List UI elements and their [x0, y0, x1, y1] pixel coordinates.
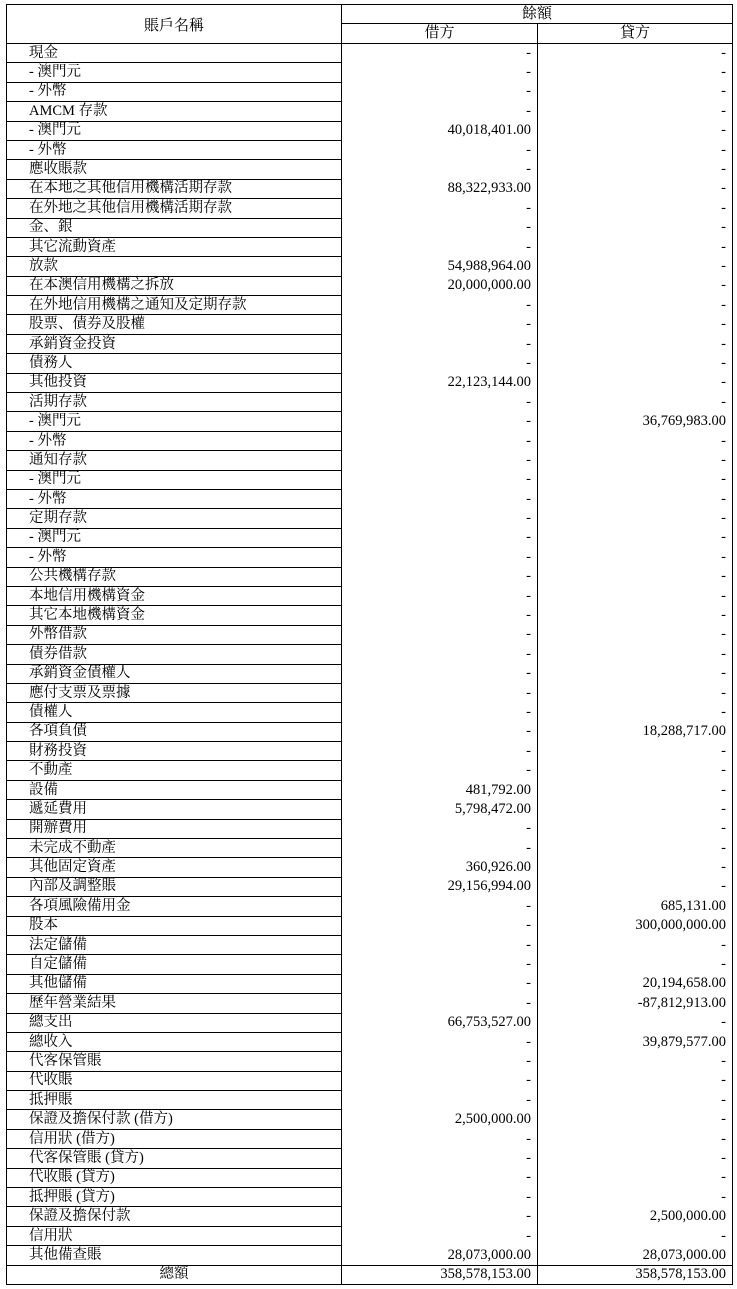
- debit-cell: -: [342, 44, 538, 63]
- debit-cell: -: [342, 315, 538, 334]
- credit-cell: -: [538, 664, 733, 683]
- credit-cell: -: [538, 451, 733, 470]
- credit-cell: -: [538, 393, 733, 412]
- debit-cell: -: [342, 606, 538, 625]
- account-name-cell: 未完成不動產: [7, 839, 342, 858]
- debit-cell: -: [342, 935, 538, 954]
- debit-cell: -: [342, 489, 538, 508]
- credit-cell: -: [538, 276, 733, 295]
- table-row: [7, 528, 733, 547]
- table-row: [7, 1091, 733, 1110]
- total-label-cell: 總額: [7, 1265, 342, 1284]
- table-row: [7, 1188, 733, 1207]
- debit-cell: -: [342, 548, 538, 567]
- debit-cell: -: [342, 974, 538, 993]
- credit-cell: -: [538, 742, 733, 761]
- debit-cell: 29,156,994.00: [342, 877, 538, 896]
- debit-cell: 5,798,472.00: [342, 800, 538, 819]
- account-name-cell: 在本地之其他信用機構活期存款: [7, 179, 342, 198]
- account-name-cell: - 澳門元: [7, 470, 342, 489]
- table-row: [7, 1246, 733, 1265]
- account-name-cell: 股票、債券及股權: [7, 315, 342, 334]
- debit-cell: -: [342, 1071, 538, 1090]
- account-name-cell: 其它本地機構資金: [7, 606, 342, 625]
- debit-cell: -: [342, 664, 538, 683]
- account-name-cell: 各項負債: [7, 722, 342, 741]
- account-name-cell: 代客保管賬 (貸方): [7, 1149, 342, 1168]
- table-row: [7, 470, 733, 489]
- table-row: [7, 1013, 733, 1032]
- account-name-cell: 抵押賬: [7, 1091, 342, 1110]
- account-name-cell: 代客保管賬: [7, 1052, 342, 1071]
- debit-cell: -: [342, 63, 538, 82]
- credit-cell: -: [538, 315, 733, 334]
- debit-cell: -: [342, 412, 538, 431]
- credit-cell: -: [538, 470, 733, 489]
- table-row: [7, 257, 733, 276]
- credit-cell: -: [538, 1226, 733, 1245]
- table-row: [7, 296, 733, 315]
- table-row: [7, 916, 733, 935]
- account-name-cell: 各項風險備用金: [7, 897, 342, 916]
- account-name-cell: 總支出: [7, 1013, 342, 1032]
- debit-cell: -: [342, 955, 538, 974]
- debit-cell: -: [342, 393, 538, 412]
- credit-cell: -: [538, 44, 733, 63]
- debit-cell: -: [342, 897, 538, 916]
- table-row: [7, 742, 733, 761]
- table-row: [7, 994, 733, 1013]
- account-name-cell: 債權人: [7, 703, 342, 722]
- debit-cell: 360,926.00: [342, 858, 538, 877]
- debit-header: 借方: [342, 24, 538, 44]
- credit-cell: -: [538, 877, 733, 896]
- debit-cell: -: [342, 1032, 538, 1051]
- table-row: [7, 625, 733, 644]
- account-name-cell: 遞延費用: [7, 800, 342, 819]
- credit-cell: 39,879,577.00: [538, 1032, 733, 1051]
- account-rows: [7, 44, 733, 1285]
- account-name-cell: 在外地信用機構之通知及定期存款: [7, 296, 342, 315]
- table-row: [7, 354, 733, 373]
- debit-cell: -: [342, 218, 538, 237]
- balance-header: 餘額: [342, 5, 733, 24]
- credit-cell: -: [538, 703, 733, 722]
- table-row: [7, 160, 733, 179]
- credit-cell: -: [538, 237, 733, 256]
- account-name-cell: 外幣借款: [7, 625, 342, 644]
- table-row: [7, 121, 733, 140]
- account-name-cell: 公共機構存款: [7, 567, 342, 586]
- table-row: [7, 489, 733, 508]
- account-name-cell: - 外幣: [7, 140, 342, 159]
- credit-cell: -: [538, 102, 733, 121]
- table-row: [7, 839, 733, 858]
- credit-cell: -: [538, 586, 733, 605]
- debit-cell: -: [342, 839, 538, 858]
- credit-cell: -: [538, 839, 733, 858]
- account-name-cell: 內部及調整賬: [7, 877, 342, 896]
- account-name-cell: 抵押賬 (貸方): [7, 1188, 342, 1207]
- table-row: [7, 102, 733, 121]
- credit-cell: -: [538, 1052, 733, 1071]
- debit-cell: -: [342, 1149, 538, 1168]
- table-row: [7, 82, 733, 101]
- debit-cell: -: [342, 354, 538, 373]
- credit-cell: -: [538, 296, 733, 315]
- debit-cell: -: [342, 102, 538, 121]
- account-name-cell: 定期存款: [7, 509, 342, 528]
- credit-cell: -: [538, 373, 733, 392]
- debit-cell: 2,500,000.00: [342, 1110, 538, 1129]
- table-row: [7, 548, 733, 567]
- credit-cell: -: [538, 1071, 733, 1090]
- debit-cell: -: [342, 199, 538, 218]
- table-row: [7, 974, 733, 993]
- account-name-cell: 在本澳信用機構之拆放: [7, 276, 342, 295]
- credit-cell: -: [538, 1013, 733, 1032]
- credit-cell: -: [538, 1129, 733, 1148]
- debit-cell: -: [342, 645, 538, 664]
- account-name-cell: 債務人: [7, 354, 342, 373]
- table-row: [7, 1168, 733, 1187]
- credit-cell: -: [538, 82, 733, 101]
- debit-cell: -: [342, 683, 538, 702]
- trial-balance-table: [6, 4, 733, 1285]
- credit-cell: -: [538, 761, 733, 780]
- table-row: [7, 761, 733, 780]
- account-name-cell: 其他投資: [7, 373, 342, 392]
- table-row: [7, 955, 733, 974]
- table-row: [7, 645, 733, 664]
- debit-cell: -: [342, 703, 538, 722]
- credit-cell: -: [538, 625, 733, 644]
- table-row: [7, 373, 733, 392]
- credit-cell: -: [538, 819, 733, 838]
- debit-cell: -: [342, 722, 538, 741]
- table-row: [7, 780, 733, 799]
- account-name-cell: 設備: [7, 780, 342, 799]
- table-row: [7, 664, 733, 683]
- account-name-cell: 法定儲備: [7, 935, 342, 954]
- credit-cell: 300,000,000.00: [538, 916, 733, 935]
- credit-cell: -: [538, 1091, 733, 1110]
- table-row: [7, 1052, 733, 1071]
- debit-cell: 54,988,964.00: [342, 257, 538, 276]
- debit-cell: -: [342, 509, 538, 528]
- debit-cell: -: [342, 742, 538, 761]
- account-name-cell: 信用狀: [7, 1226, 342, 1245]
- credit-cell: 20,194,658.00: [538, 974, 733, 993]
- account-name-cell: - 澳門元: [7, 412, 342, 431]
- table-row: [7, 567, 733, 586]
- credit-cell: -: [538, 218, 733, 237]
- credit-cell: -: [538, 955, 733, 974]
- table-row: [7, 315, 733, 334]
- credit-cell: -: [538, 528, 733, 547]
- debit-cell: -: [342, 470, 538, 489]
- account-name-cell: 財務投資: [7, 742, 342, 761]
- table-row: [7, 800, 733, 819]
- table-row: [7, 683, 733, 702]
- credit-cell: -: [538, 935, 733, 954]
- credit-cell: -: [538, 567, 733, 586]
- table-row: [7, 897, 733, 916]
- debit-cell: -: [342, 586, 538, 605]
- credit-cell: -: [538, 140, 733, 159]
- debit-cell: 40,018,401.00: [342, 121, 538, 140]
- debit-cell: 22,123,144.00: [342, 373, 538, 392]
- account-name-cell: 現金: [7, 44, 342, 63]
- account-name-cell: 信用狀 (借方): [7, 1129, 342, 1148]
- debit-cell: -: [342, 160, 538, 179]
- debit-cell: 20,000,000.00: [342, 276, 538, 295]
- table-row: [7, 199, 733, 218]
- debit-cell: 66,753,527.00: [342, 1013, 538, 1032]
- credit-cell: -: [538, 1110, 733, 1129]
- debit-cell: 28,073,000.00: [342, 1246, 538, 1265]
- total-credit-cell: 358,578,153.00: [538, 1265, 733, 1284]
- debit-cell: -: [342, 625, 538, 644]
- credit-cell: -87,812,913.00: [538, 994, 733, 1013]
- debit-cell: 481,792.00: [342, 780, 538, 799]
- credit-cell: -: [538, 1168, 733, 1187]
- table-row: [7, 140, 733, 159]
- credit-cell: -: [538, 548, 733, 567]
- table-row: [7, 237, 733, 256]
- account-name-cell: 總收入: [7, 1032, 342, 1051]
- table-row: [7, 606, 733, 625]
- table-row: [7, 1071, 733, 1090]
- debit-cell: -: [342, 761, 538, 780]
- debit-cell: -: [342, 82, 538, 101]
- total-row: [7, 1265, 733, 1284]
- table-row: [7, 1110, 733, 1129]
- table-row: [7, 1149, 733, 1168]
- table-row: [7, 703, 733, 722]
- table-row: [7, 179, 733, 198]
- account-name-cell: 其他備查賬: [7, 1246, 342, 1265]
- credit-cell: -: [538, 1149, 733, 1168]
- account-name-header: 賬戶名稱: [7, 5, 342, 44]
- account-name-cell: 應付支票及票據: [7, 683, 342, 702]
- account-name-cell: - 澳門元: [7, 528, 342, 547]
- account-name-cell: - 外幣: [7, 548, 342, 567]
- debit-cell: -: [342, 819, 538, 838]
- credit-cell: -: [538, 509, 733, 528]
- table-row: [7, 858, 733, 877]
- credit-cell: -: [538, 334, 733, 353]
- account-name-cell: 代收賬 (貸方): [7, 1168, 342, 1187]
- debit-cell: -: [342, 140, 538, 159]
- credit-cell: -: [538, 1188, 733, 1207]
- debit-cell: -: [342, 1207, 538, 1226]
- credit-cell: -: [538, 199, 733, 218]
- account-name-cell: 開辦費用: [7, 819, 342, 838]
- table-row: [7, 935, 733, 954]
- table-row: [7, 412, 733, 431]
- account-name-cell: 活期存款: [7, 393, 342, 412]
- account-name-cell: 債券借款: [7, 645, 342, 664]
- account-name-cell: - 外幣: [7, 82, 342, 101]
- account-name-cell: 金、銀: [7, 218, 342, 237]
- table-row: [7, 722, 733, 741]
- debit-cell: -: [342, 994, 538, 1013]
- credit-cell: 685,131.00: [538, 897, 733, 916]
- account-name-cell: 其他儲備: [7, 974, 342, 993]
- credit-cell: -: [538, 858, 733, 877]
- credit-header: 貸方: [538, 24, 733, 44]
- credit-cell: -: [538, 257, 733, 276]
- account-name-cell: 保證及擔保付款: [7, 1207, 342, 1226]
- credit-cell: -: [538, 179, 733, 198]
- account-name-cell: 承銷資金債權人: [7, 664, 342, 683]
- account-name-cell: 其它流動資產: [7, 237, 342, 256]
- table-row: [7, 44, 733, 63]
- credit-cell: 36,769,983.00: [538, 412, 733, 431]
- debit-cell: 88,322,933.00: [342, 179, 538, 198]
- credit-cell: -: [538, 800, 733, 819]
- account-name-cell: - 外幣: [7, 431, 342, 450]
- table-row: [7, 1226, 733, 1245]
- debit-cell: -: [342, 916, 538, 935]
- debit-cell: -: [342, 296, 538, 315]
- account-name-cell: 其他固定資產: [7, 858, 342, 877]
- credit-cell: -: [538, 121, 733, 140]
- table-row: [7, 431, 733, 450]
- credit-cell: -: [538, 683, 733, 702]
- table-row: [7, 1129, 733, 1148]
- table-row: [7, 276, 733, 295]
- debit-cell: -: [342, 567, 538, 586]
- account-name-cell: - 澳門元: [7, 63, 342, 82]
- credit-cell: -: [538, 645, 733, 664]
- debit-cell: -: [342, 1129, 538, 1148]
- credit-cell: -: [538, 780, 733, 799]
- debit-cell: -: [342, 1091, 538, 1110]
- total-debit-cell: 358,578,153.00: [342, 1265, 538, 1284]
- table-row: [7, 451, 733, 470]
- account-name-cell: - 澳門元: [7, 121, 342, 140]
- debit-cell: -: [342, 237, 538, 256]
- credit-cell: -: [538, 606, 733, 625]
- account-name-cell: 代收賬: [7, 1071, 342, 1090]
- credit-cell: -: [538, 160, 733, 179]
- account-name-cell: - 外幣: [7, 489, 342, 508]
- table-row: [7, 393, 733, 412]
- debit-cell: -: [342, 431, 538, 450]
- credit-cell: -: [538, 354, 733, 373]
- credit-cell: -: [538, 489, 733, 508]
- account-name-cell: 在外地之其他信用機構活期存款: [7, 199, 342, 218]
- table-row: [7, 877, 733, 896]
- credit-cell: 28,073,000.00: [538, 1246, 733, 1265]
- account-name-cell: 承銷資金投資: [7, 334, 342, 353]
- account-name-cell: 通知存款: [7, 451, 342, 470]
- table-row: [7, 63, 733, 82]
- credit-cell: 2,500,000.00: [538, 1207, 733, 1226]
- credit-cell: -: [538, 63, 733, 82]
- debit-cell: -: [342, 1052, 538, 1071]
- account-name-cell: 歷年營業結果: [7, 994, 342, 1013]
- table-row: [7, 218, 733, 237]
- account-name-cell: 放款: [7, 257, 342, 276]
- debit-cell: -: [342, 528, 538, 547]
- table-row: [7, 1032, 733, 1051]
- account-name-cell: 本地信用機構資金: [7, 586, 342, 605]
- debit-cell: -: [342, 334, 538, 353]
- debit-cell: -: [342, 1188, 538, 1207]
- credit-cell: 18,288,717.00: [538, 722, 733, 741]
- account-name-cell: 股本: [7, 916, 342, 935]
- debit-cell: -: [342, 1168, 538, 1187]
- account-name-cell: 不動產: [7, 761, 342, 780]
- debit-cell: -: [342, 451, 538, 470]
- table-row: [7, 509, 733, 528]
- account-name-cell: AMCM 存款: [7, 102, 342, 121]
- table-row: [7, 819, 733, 838]
- credit-cell: -: [538, 431, 733, 450]
- table-row: [7, 586, 733, 605]
- account-name-cell: 應收賬款: [7, 160, 342, 179]
- account-name-cell: 保證及擔保付款 (借方): [7, 1110, 342, 1129]
- debit-cell: -: [342, 1226, 538, 1245]
- table-row: [7, 334, 733, 353]
- table-row: [7, 1207, 733, 1226]
- account-name-cell: 自定儲備: [7, 955, 342, 974]
